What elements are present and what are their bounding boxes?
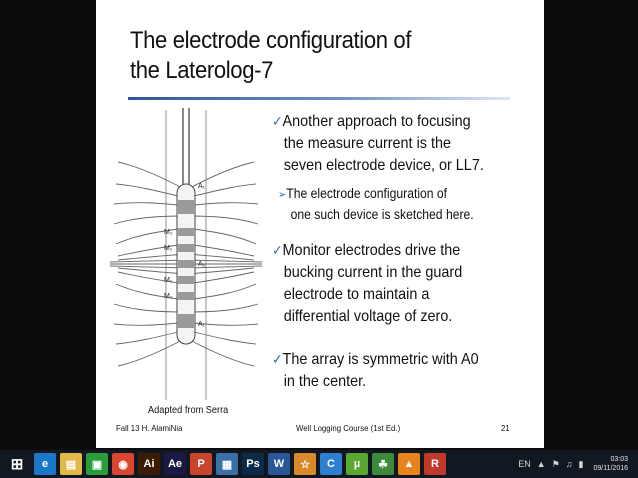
vlc-icon[interactable]: ▲ xyxy=(398,453,420,475)
clock-date: 09/11/2016 xyxy=(593,465,628,472)
bullet-1-line-2: the measure current is the xyxy=(283,135,451,152)
footer-page-number: 21 xyxy=(501,423,510,433)
powerpoint-icon[interactable]: P xyxy=(190,453,212,475)
check-icon: ✓ xyxy=(272,351,283,367)
utorrent-icon[interactable]: µ xyxy=(346,453,368,475)
slide-title xyxy=(130,26,411,86)
photoshop-icon[interactable]: Ps xyxy=(242,453,264,475)
sub-bullet-line-2: one such device is sketched here. xyxy=(290,207,474,222)
after-effects-icon[interactable]: Ae xyxy=(164,453,186,475)
clock[interactable] xyxy=(593,455,628,473)
bullet-3-line-1: The array is symmetric with A0 xyxy=(282,351,479,368)
word-icon[interactable]: W xyxy=(268,453,290,475)
clock-time: 03:03 xyxy=(610,456,628,463)
store-icon[interactable]: ▣ xyxy=(86,453,108,475)
bullet-2-line-4: differential voltage of zero. xyxy=(283,308,453,325)
label-a1-top: A₁ xyxy=(198,183,206,190)
bullet-2-line-2: bucking current in the guard xyxy=(283,264,463,281)
cyberlink-icon[interactable]: C xyxy=(320,453,342,475)
check-icon: ✓ xyxy=(272,242,283,258)
illustrator-icon[interactable]: Ai xyxy=(138,453,160,475)
network-icon[interactable]: ▲ xyxy=(536,459,546,469)
ie-icon[interactable]: e xyxy=(34,453,56,475)
windows-taskbar xyxy=(0,450,638,478)
taskbar-apps xyxy=(0,453,446,475)
red-app-icon[interactable]: R xyxy=(424,453,446,475)
footer-author: Fall 13 H. AlamiNia xyxy=(116,423,183,433)
arrow-bullet-icon: ➢ xyxy=(278,189,287,201)
footer-course: Well Logging Course (1st Ed.) xyxy=(296,423,401,433)
flag-icon[interactable]: ⚑ xyxy=(551,458,560,469)
volume-icon[interactable]: ♫ xyxy=(565,459,573,469)
green-app-icon[interactable]: ☘ xyxy=(372,453,394,475)
sonde xyxy=(177,108,195,344)
signal-icon[interactable]: ▮ xyxy=(578,458,584,469)
label-a0: A₀ xyxy=(198,261,206,268)
language-indicator[interactable]: EN xyxy=(518,459,531,469)
bullet-2 xyxy=(272,239,462,328)
label-a1-bottom: A₁ xyxy=(198,321,206,328)
label-m2-bottom: M₂ xyxy=(164,293,173,300)
label-m1-bottom: M₁ xyxy=(164,277,173,284)
presentation-slide xyxy=(96,0,544,448)
sub-bullet xyxy=(278,184,474,225)
diagram-caption: Adapted from Serra xyxy=(148,405,229,416)
bullet-2-line-1: Monitor electrodes drive the xyxy=(282,242,461,259)
check-icon: ✓ xyxy=(272,113,283,129)
chrome-icon[interactable]: ◉ xyxy=(112,453,134,475)
bullet-3-line-2: in the center. xyxy=(283,373,367,390)
bullet-1-line-3: seven electrode device, or LL7. xyxy=(283,157,484,174)
start-button[interactable]: ⊞ xyxy=(4,453,30,475)
paint-icon[interactable]: ☆ xyxy=(294,453,316,475)
file-explorer-icon[interactable]: ▤ xyxy=(60,453,82,475)
laterolog-7-diagram xyxy=(96,104,271,406)
title-underline xyxy=(128,97,510,100)
app-grid-icon[interactable]: ▦ xyxy=(216,453,238,475)
label-m2-top: M₂ xyxy=(164,229,173,236)
bullet-1 xyxy=(272,110,484,177)
slide-title-line-2: the Laterolog-7 xyxy=(130,57,274,84)
system-tray xyxy=(512,454,628,474)
slide-title-line-1: The electrode configuration of xyxy=(130,27,412,54)
bullet-3 xyxy=(272,348,479,393)
bullet-1-line-1: Another approach to focusing xyxy=(282,113,471,130)
label-m1-top: M₁ xyxy=(164,245,173,252)
bullet-2-line-3: electrode to maintain a xyxy=(283,286,430,303)
sub-bullet-line-1: The electrode configuration of xyxy=(286,186,448,201)
